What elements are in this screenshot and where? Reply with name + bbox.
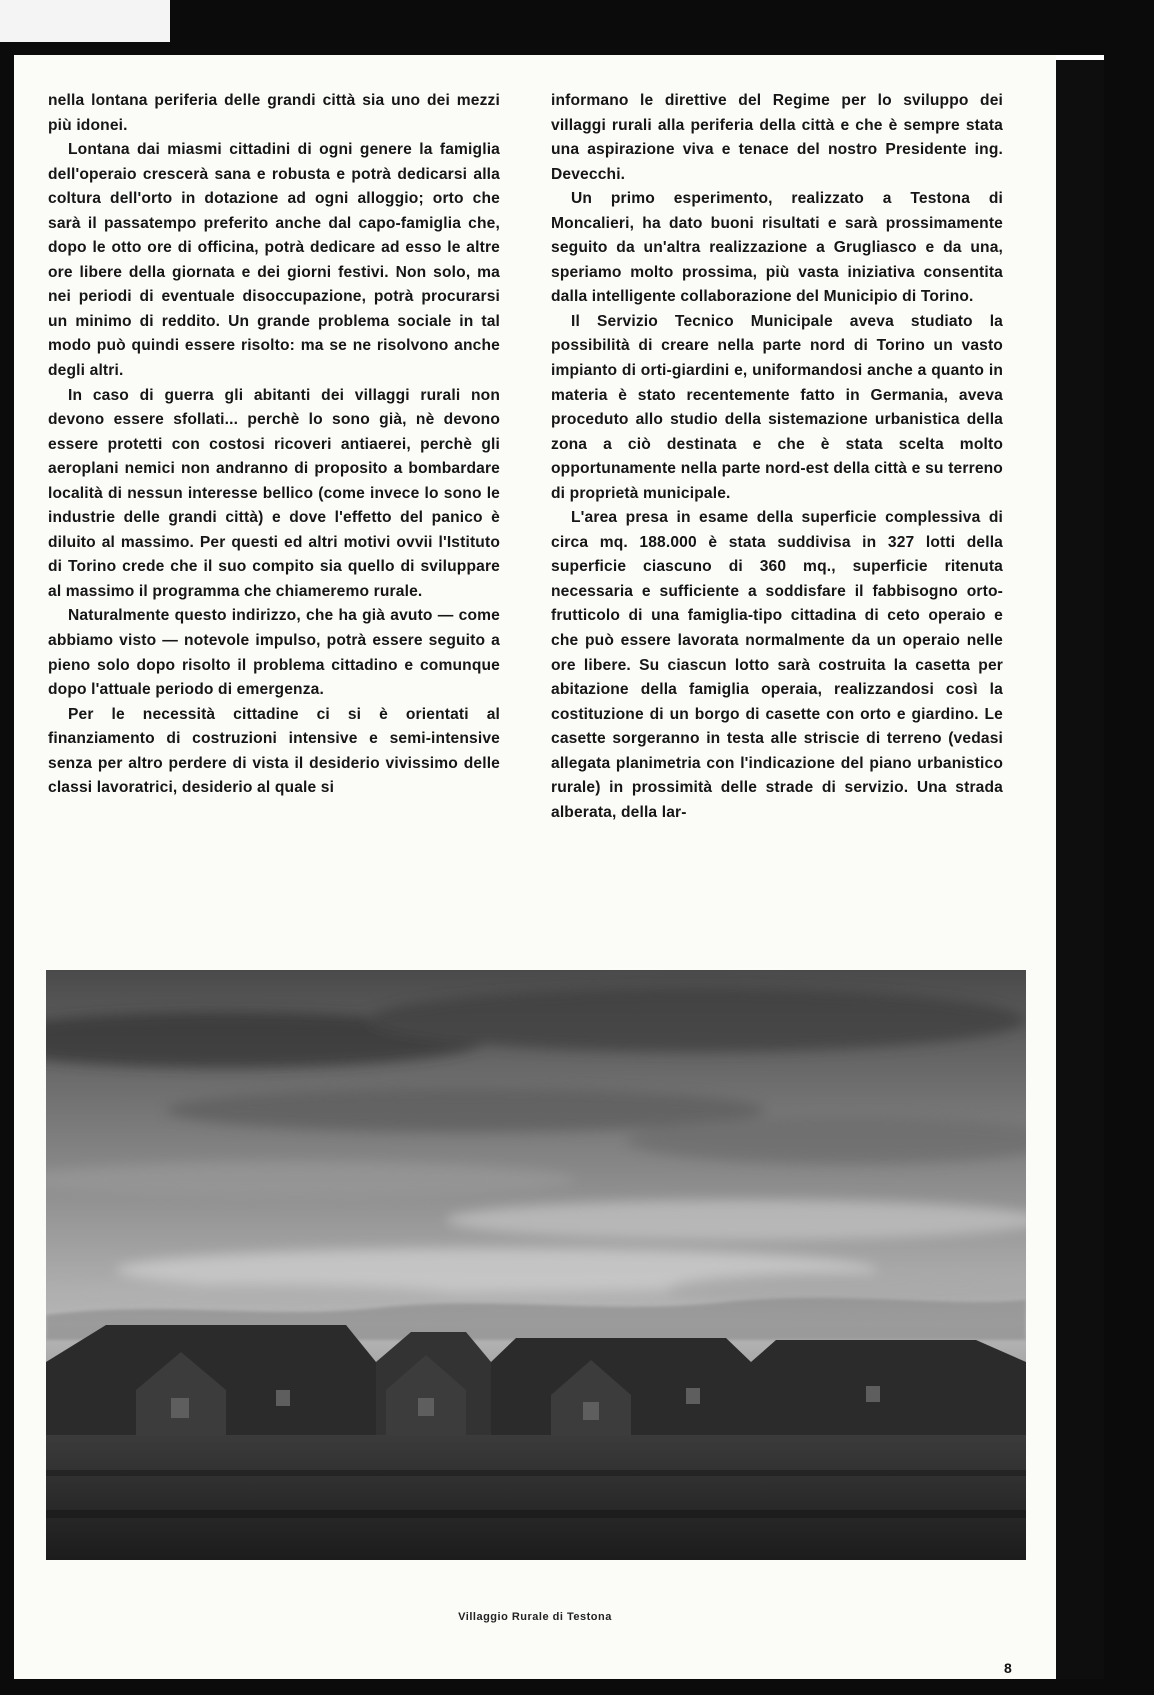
photo-caption: Villaggio Rurale di Testona <box>458 1611 612 1623</box>
paragraph: Per le necessità cittadine ci si è orientati al finanziamento di costruzioni intensive e semi-intensive senza per altro perdere di vista il desiderio vivissimo delle classi lavoratrici, desiderio al quale si <box>48 705 500 797</box>
paragraph: Il Servizio Tecnico Municipale aveva studiato la possibilità di creare nella parte nord di Torino un vasto impianto di orti-giardini e, uniformandosi anche a quanto in materia è stato recentemente fatto in Germania, aveva proceduto allo studio della sistemazione urbanistica della zona a ciò destinata e che è stata scelta molto opportunamente nella parte nord-est della città e su terreno di proprietà municipale. <box>551 312 1003 502</box>
document-page <box>14 55 1056 1679</box>
paragraph: Un primo esperimento, realizzato a Testona di Moncalieri, ha dato buoni risultati e sarà prossimamente seguito da un'altra realizzazione a Grugliasco e da una, speriamo molto prossima, più vasta iniziativa consentita dalla intelligente collaborazione del Municipio di Torino. <box>551 190 1003 306</box>
scan-border-left <box>0 0 14 1695</box>
text-column-right <box>551 89 1003 825</box>
scan-corner <box>0 0 170 42</box>
photo-illustration <box>46 970 1026 1560</box>
page-number: 8 <box>1004 1660 1012 1676</box>
paragraph: L'area presa in esame della superficie complessiva di circa mq. 188.000 è stata suddivisa in 327 lotti della superficie ciascuno di 360 mq., superficie ritenuta necessaria e sufficiente a soddisfare il fabbisogno orto-frutticolo di una famiglia-tipo cittadina di ceto operaio e che può essere lavorata normalmente da un operaio nelle ore libere. Su ciascun lotto sarà costruita la casetta per abitazione della famiglia operaia, realizzandosi così la costituzione di un borgo di casette con orto e giardino. Le casette sorgeranno in testa alle striscie di terreno (vedasi allegata planimetria con l'indicazione del piano urbanistico rurale) in prossimità delle strade di servizio. Una strada alberata, della lar- <box>551 509 1003 821</box>
scan-border-bottom <box>0 1679 1154 1695</box>
scan-border-top <box>0 0 1154 55</box>
scan-border-right <box>1104 0 1154 1695</box>
paragraph: Naturalmente questo indirizzo, che ha già avuto — come abbiamo visto — notevole impulso, potrà essere seguito a pieno solo dopo risolto il problema cittadino e comunque dopo l'attuale periodo di emergenza. <box>48 607 500 699</box>
village-photograph <box>46 970 1026 1560</box>
paragraph: informano le direttive del Regime per lo sviluppo dei villaggi rurali alla periferia della città e che è sempre stata una aspirazione viva e tenace del nostro Presidente ing. Devecchi. <box>551 92 1003 183</box>
paragraph: In caso di guerra gli abitanti dei villaggi rurali non devono essere sfollati... perchè lo sono già, nè devono essere protetti con costosi ricoveri antiaerei, perchè gli aeroplani nemici non andranno di proposito a bombardare località di nessun interesse bellico (come invece lo sono le industrie delle grandi città) e dove l'effetto del panico è diluito al massimo. Per questi ed altri motivi ovvii l'Istituto di Torino crede che il suo compito sia quello di sviluppare al massimo il programma che chiameremo rurale. <box>48 386 500 600</box>
paragraph: Lontana dai miasmi cittadini di ogni genere la famiglia dell'operaio crescerà sana e robusta e potrà dedicarsi alla coltura dell'orto in dotazione ad ogni alloggio; orto che sarà il passatempo preferito anche dal capo-famiglia che, dopo le otto ore di officina, potrà dedicare ad esso le altre ore libere della giornata e dei giorni festivi. Non solo, ma nei periodi di eventuale disoccupazione, potrà procurarsi un minimo di reddito. Un grande problema sociale in tal modo può quindi essere risolto: ma se ne risolvono anche degli altri. <box>48 141 500 380</box>
scan-page-edge <box>1056 60 1104 1690</box>
paragraph: nella lontana periferia delle grandi città sia uno dei mezzi più idonei. <box>48 92 500 134</box>
text-column-left <box>48 89 500 801</box>
